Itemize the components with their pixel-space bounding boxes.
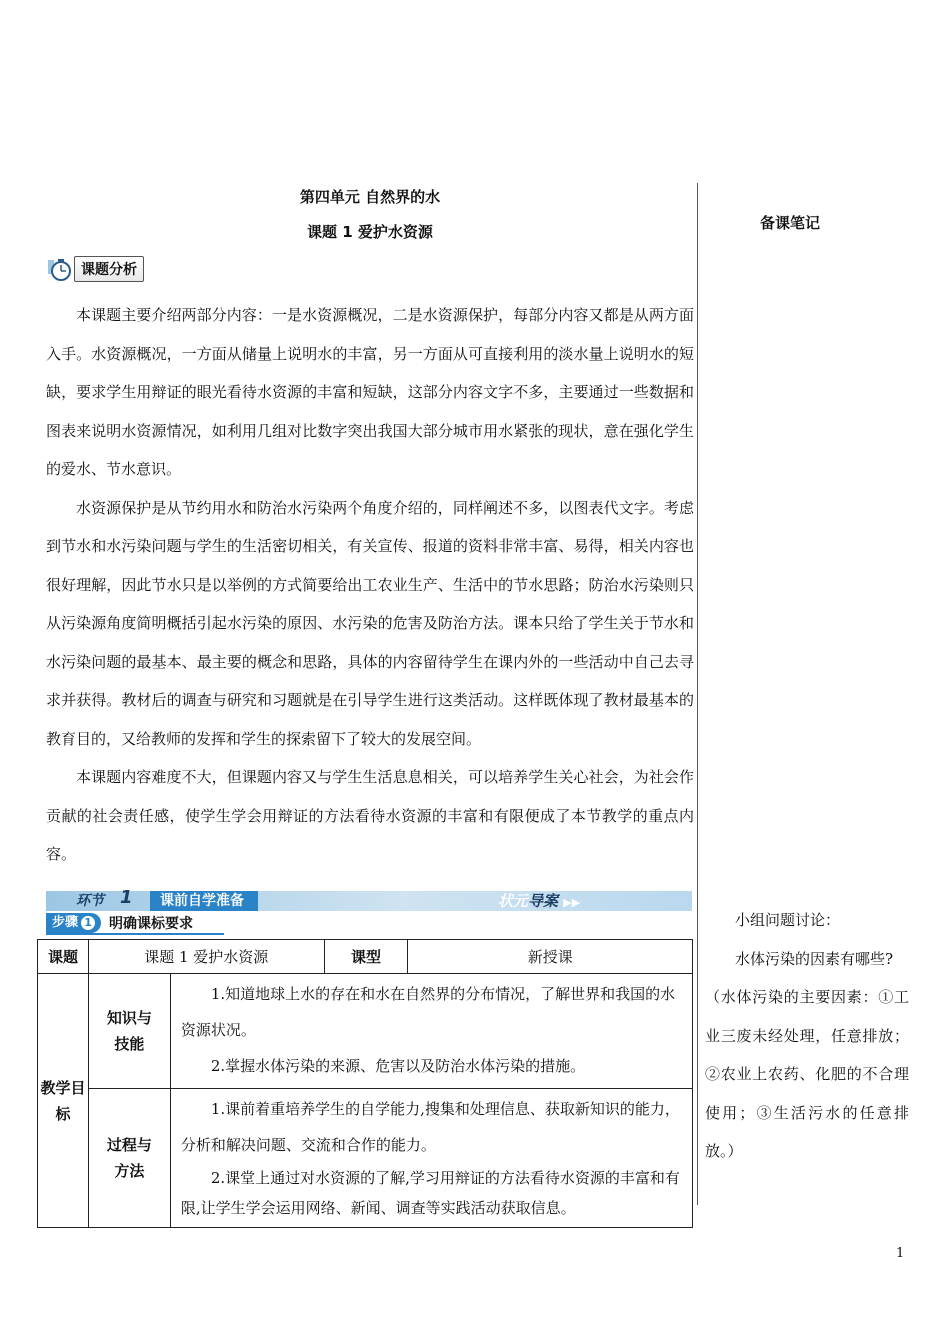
step-banner [46,913,224,935]
analysis-paragraph: 水资源保护是从节约用水和防治水污染两个角度介绍的，同样阐述不多，以图表代文字。考虑到节水和水污染问题与学生的生活密切相关，有关宣传、报道的资料非常丰富、易得，相关内容也很好理解，因此节水只是以举例的方式简要给出工农业生产、生活中的节水思路；防治水污染则只从污染源角度简明概括引起水污染的原因、水污染的危害及防治方法。课本只给了学生关于节水和水污染问题的最基本、最主要的概念和思路，具体的内容留待学生在课内外的一些活动中自己去寻求并获得。教材后的调查与研究和习题就是在引导学生进行这类活动。这样既体现了教材最基本的教育目的，又给教师的发挥和学生的探索留下了较大的发展空间。 [46,498,694,748]
stage-number: 1 [120,887,133,908]
side-answer: （水体污染的主要因素：①工业三废未经处理，任意排放；②农业上农药、化肥的不合理使用；③生活污水的任意排放。） [705,988,909,1160]
type-label: 课型 [324,940,408,974]
knowledge-item: 2.掌握水体污染的来源、危害以及防治水体污染的措施。 [210,1057,586,1075]
lesson-title: 课题 1 爱护水资源 [307,223,433,241]
analysis-body [46,296,694,874]
column-divider [697,183,698,1205]
brand-part2: 导案 [528,892,559,910]
topic-label: 课题 [38,940,89,974]
stage-prefix: 环节 [76,893,104,909]
knowledge-cell [170,974,692,1089]
analysis-paragraph: 本课题内容难度不大，但课题内容又与学生生活息息相关，可以培养学生关心社会，为社会作贡献的社会责任感，使学生学会用辩证的方法看待水资源的丰富和有限便成了本节教学的重点内容。 [46,768,694,863]
topic-value: 课题 1 爱护水资源 [88,940,324,974]
clock-icon [46,256,72,282]
step-tag [46,913,101,933]
knowledge-item: 1.知道地球上水的存在和水在自然界的分布情况，了解世界和我国的水资源状况。 [180,985,676,1039]
process-item: 1.课前着重培养学生的自学能力,搜集和处理信息、获取新知识的能力，分析和解决问题、交流和合作的能力。 [180,1100,680,1154]
goals-table [37,939,693,1228]
type-value: 新授课 [408,940,693,974]
process-label: 过程与方法 [88,1089,170,1228]
step-tag-label: 步骤 [52,915,79,930]
process-cell [170,1089,692,1228]
unit-title: 第四单元 自然界的水 [299,188,441,206]
step-name: 明确课标要求 [109,916,194,932]
step-number: 1 [81,916,95,930]
stage-banner [46,887,692,911]
brand-label [498,891,580,913]
stage-name: 课前自学准备 [150,891,258,911]
knowledge-label: 知识与技能 [88,974,170,1089]
analysis-label: 课题分析 [74,256,144,282]
brand-part1: 状元 [498,892,529,910]
side-heading: 小组问题讨论： [735,911,841,929]
process-item: 2.课堂上通过对水资源的了解,学习用辩证的方法看待水资源的丰富和有限,让学生学会运用网络、新闻、调查等实践活动获取信息。 [180,1169,680,1217]
analysis-paragraph: 本课题主要介绍两部分内容：一是水资源概况，二是水资源保护，每部分内容又都是从两方面入手。水资源概况，一方面从储量上说明水的丰富，另一方面从可直接利用的淡水量上说明水的短缺，要求学生用辩证的眼光看待水资源的丰富和短缺，这部分内容文字不多，主要通过一些数据和图表来说明水资源情况，如利用几组对比数字突出我国大部分城市用水紧张的现状，意在强化学生的爱水、节水意识。 [46,306,694,478]
goals-label: 教学目标 [38,974,89,1228]
side-question: 水体污染的因素有哪些? [735,949,894,968]
side-notes [705,901,909,1171]
arrow-icon: ▶▶ [563,896,581,909]
page-number: 1 [896,1246,905,1261]
notes-title: 备课笔记 [760,214,821,232]
analysis-badge [46,256,154,282]
